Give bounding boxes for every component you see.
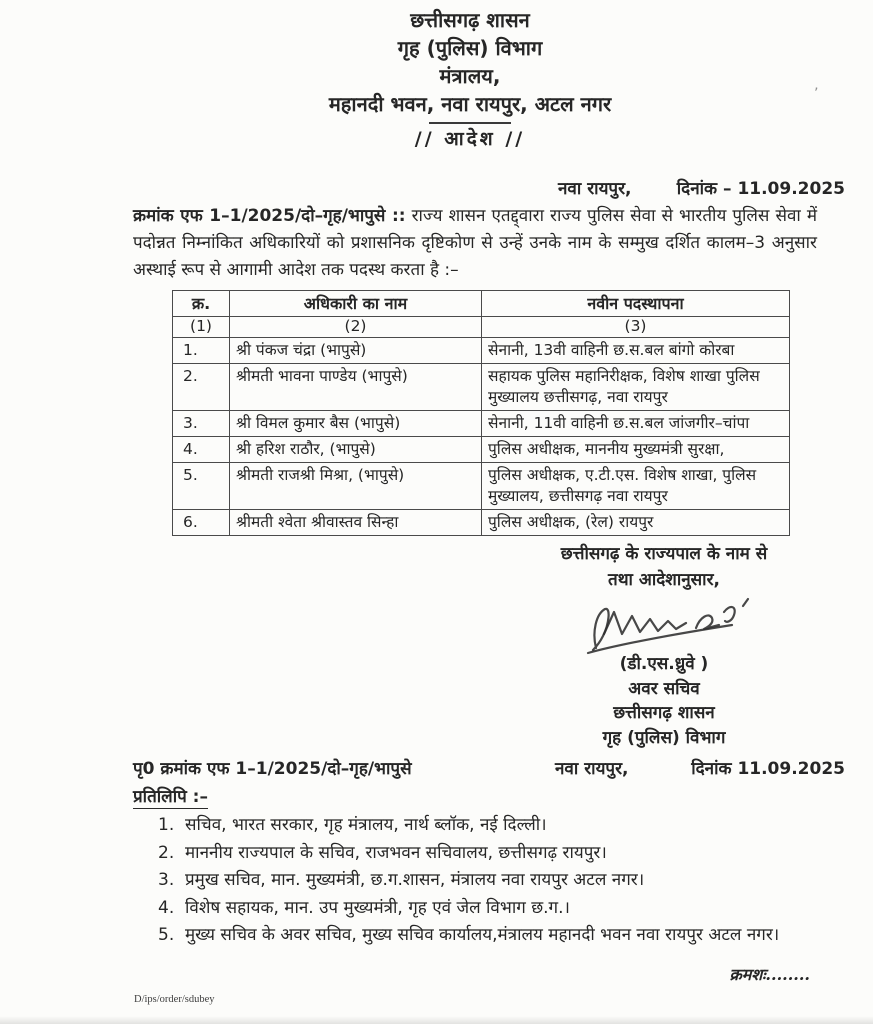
row-serial: 5. [173, 463, 230, 510]
table-header-row [173, 291, 790, 317]
copy-to-label: प्रतिलिपि :– [133, 787, 208, 807]
list-item [158, 895, 830, 923]
table-row [173, 437, 790, 463]
table-row [173, 338, 790, 364]
list-item [158, 840, 830, 868]
row-new-posting: सेनानी, 13वी वाहिनी छ.स.बल बांगो कोरबा [482, 338, 790, 364]
table-subheader-row [173, 317, 790, 338]
letterhead [67, 6, 873, 152]
signoff-line2: तथा आदेशानुसार, [608, 570, 720, 590]
order-ref-number: क्रमांक एफ 1–1/2025/दो–गृह/भापुसे :: [133, 206, 406, 226]
row-new-posting: पुलिस अधीक्षक, ए.टी.एस. विशेष शाखा, पुलिस मुख्यालय, छत्तीसगढ़ नवा रायपुर [482, 463, 790, 510]
list-item-text: प्रमुख सचिव, मान. मुख्यमंत्री, छ.ग.शासन, मंत्रालय नवा रायपुर अटल नगर। [185, 870, 645, 890]
list-item-text: सचिव, भारत सरकार, गृह मंत्रालय, नार्थ ब्लॉक, नई दिल्ली। [185, 815, 547, 835]
file-reference-code: D/ips/order/sdubey [134, 994, 215, 1005]
list-item-number: 2. [158, 842, 175, 863]
list-item-number: 4. [158, 897, 175, 918]
order-paragraph [133, 203, 817, 284]
subheader-2: (2) [230, 317, 482, 338]
row-officer-name: श्रीमती भावना पाण्डेय (भापुसे) [230, 364, 482, 411]
col-header-serial: क्र. [173, 291, 230, 317]
row-officer-name: श्री हरिश राठौर, (भापुसे) [230, 437, 482, 463]
subheader-3: (3) [482, 317, 790, 338]
order-title: // आदेश // [414, 128, 526, 150]
list-item [158, 867, 830, 895]
endorsement-line [133, 756, 845, 782]
row-officer-name: श्रीमती राजश्री मिश्रा, (भापुसे) [230, 463, 482, 510]
signatory-designation: अवर सचिव [628, 678, 700, 699]
list-item [158, 922, 830, 950]
ministry-line: मंत्रालय, [439, 64, 501, 88]
signoff-line1: छत्तीसगढ़ के राज्यपाल के नाम से [560, 544, 768, 564]
row-new-posting: पुलिस अधीक्षक, (रेल) रायपुर [482, 510, 790, 536]
list-item-text: विशेष सहायक, मान. उप मुख्यमंत्री, गृह एवं जेल विभाग छ.ग.। [185, 897, 570, 918]
posting-table [172, 290, 790, 536]
dateline-place: नवा रायपुर, [558, 179, 632, 199]
govt-name: छत्तीसगढ़ शासन [410, 8, 530, 32]
row-officer-name: श्री पंकज चंद्रा (भापुसे) [230, 338, 482, 364]
list-item-number: 1. [158, 815, 175, 835]
signoff-authority [478, 541, 850, 593]
col-header-new-posting: नवीन पदस्थापना [482, 291, 790, 317]
header-divider [429, 122, 511, 124]
row-serial: 1. [173, 338, 230, 364]
table-row [173, 510, 790, 536]
dateline-date: दिनांक – 11.09.2025 [676, 179, 845, 199]
table-row [173, 463, 790, 510]
endorsement-place: नवा रायपुर, [555, 759, 629, 779]
row-officer-name: श्रीमती श्वेता श्रीवास्तव सिन्हा [230, 510, 482, 536]
list-item-text: मुख्य सचिव के अवर सचिव, मुख्य सचिव कार्यालय,मंत्रालय महानदी भवन नवा रायपुर अटल नगर। [185, 925, 780, 945]
row-officer-name: श्री विमल कुमार बैस (भापुसे) [230, 411, 482, 437]
table-row [173, 411, 790, 437]
row-serial: 3. [173, 411, 230, 437]
row-serial: 6. [173, 510, 230, 536]
list-item-text: माननीय राज्यपाल के सचिव, राजभवन सचिवालय, छत्तीसगढ़ रायपुर। [185, 842, 607, 863]
signatory-govt: छत्तीसगढ़ शासन [613, 703, 715, 723]
signature-scribble [580, 596, 765, 660]
continuation-mark: क्रमशः........ [729, 965, 810, 984]
dateline [558, 176, 845, 199]
copy-recipient-list [158, 812, 830, 950]
row-new-posting: पुलिस अधीक्षक, माननीय मुख्यमंत्री सुरक्षा, [482, 437, 790, 463]
list-item-number: 3. [158, 870, 175, 890]
posting-table-wrap [172, 290, 790, 536]
table-row [173, 364, 790, 411]
subheader-1: (1) [173, 317, 230, 338]
list-item [158, 812, 830, 840]
row-new-posting: सहायक पुलिस महानिरीक्षक, विशेष शाखा पुलिस मुख्यालय छत्तीसगढ़, नवा रायपुर [482, 364, 790, 411]
row-new-posting: सेनानी, 11वी वाहिनी छ.स.बल जांजगीर–चांपा [482, 411, 790, 437]
address-line: महानदी भवन, नवा रायपुर, अटल नगर [328, 92, 612, 116]
endorsement-ref: पृ0 क्रमांक एफ 1–1/2025/दो–गृह/भापुसे [133, 759, 412, 779]
endorsement-date: दिनांक 11.09.2025 [691, 759, 845, 779]
order-body-text: राज्य शासन एतद्द्वारा राज्य पुलिस सेवा से भारतीय पुलिस सेवा में पदोन्नत निम्नांकित अधिकारियों को प्रशासनिक दृष्टिकोण से उन्हें उनके नाम के सम्मुख दर्शित कालम–3 अनुसार अस्थाई रूप से आगामी आदेश तक पदस्थ करता है :– [133, 206, 817, 280]
signatory-block [478, 652, 850, 750]
row-serial: 4. [173, 437, 230, 463]
scan-artifact-mark: ’ [814, 86, 819, 102]
col-header-officer-name: अधिकारी का नाम [230, 291, 482, 317]
signatory-name: (डी.एस.ध्रुवे ) [619, 654, 709, 674]
signatory-dept: गृह (पुलिस) विभाग [602, 727, 726, 748]
list-item-number: 5. [158, 925, 175, 945]
row-serial: 2. [173, 364, 230, 411]
department-name: गृह (पुलिस) विभाग [397, 36, 543, 60]
scan-bottom-edge [0, 1016, 873, 1024]
